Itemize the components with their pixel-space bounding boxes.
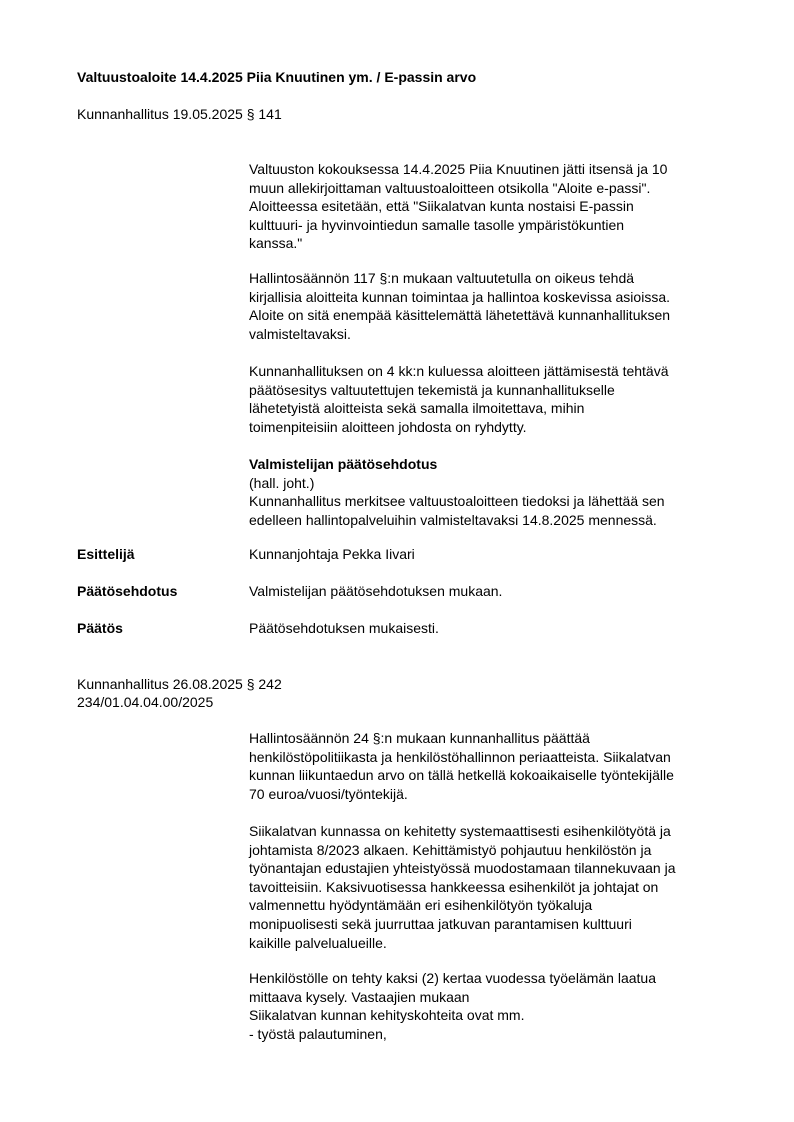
esittelija-value: Kunnanjohtaja Pekka Iivari — [249, 546, 415, 562]
text-line: kanssa." — [249, 235, 303, 252]
proposal-section — [249, 455, 744, 529]
meeting-header-2: Kunnanhallitus 26.08.2025 § 242 — [77, 676, 282, 692]
meeting1-para-3 — [249, 362, 744, 436]
text-line: valmisteltavaksi. — [249, 325, 351, 342]
text-line: kulttuuri- ja hyvinvointiedun samalle tasolle ympäristökuntien — [249, 216, 625, 233]
text-line: Siikalatvan kunnan kehityskohteita ovat mm. — [249, 1007, 525, 1024]
document-title: Valtuustoaloite 14.4.2025 Piia Knuutinen ym. / E-passin arvo — [77, 69, 477, 85]
text-line: valmennettu hyödyntämään eri esihenkilötyön työkaluja — [249, 897, 593, 914]
meeting2-para-2 — [249, 822, 744, 952]
text-line: Henkilöstölle on tehty kaksi (2) kertaa vuodessa työelämän laatua — [249, 970, 656, 986]
diary-number: 234/01.04.04.00/2025 — [77, 694, 214, 710]
text-line: (hall. joht.) — [249, 474, 315, 491]
text-line: mittaava kysely. Vastaajien mukaan — [249, 988, 470, 1005]
text-line: Hallintosäännön 117 §:n mukaan valtuutetulla on oikeus tehdä — [249, 270, 635, 286]
esittelija-label: Esittelijä — [77, 546, 135, 562]
text-line: lähetetyistä aloitteista sekä samalla ilmoitettava, mihin — [249, 400, 585, 417]
text-line: kunnan liikuntaedun arvo on tällä hetkellä kokoaikaiselle työntekijälle — [249, 767, 674, 784]
meeting2-para-1 — [249, 729, 744, 803]
text-line: Siikalatvan kunnassa on kehitetty systemaattisesti esihenkilötyötä ja — [249, 823, 671, 839]
proposal-heading: Valmistelijan päätösehdotus — [249, 456, 438, 472]
paatos-label: Päätös — [77, 620, 123, 636]
text-line: Kunnanhallituksen on 4 kk:n kuluessa aloitteen jättämisestä tehtävä — [249, 363, 669, 379]
text-line: tavoitteisiin. Kaksivuotisessa hankkeessa esihenkilöt ja johtajat on — [249, 878, 659, 895]
meeting1-para-2 — [249, 269, 744, 343]
text-line: päätösesitys valtuutettujen tekemistä ja kunnanhallitukselle — [249, 381, 615, 398]
paatosehdotus-label: Päätösehdotus — [77, 583, 178, 599]
text-line: kirjallisia aloitteita kunnan toimintaa ja hallintoa koskevissa asioissa. — [249, 288, 670, 305]
text-line: muun allekirjoittaman valtuustoaloitteen otsikolla "Aloite e-passi". — [249, 179, 651, 196]
text-line: kaikille palvelualueille. — [249, 934, 387, 951]
text-line: 70 euroa/vuosi/työntekijä. — [249, 785, 408, 802]
text-line: Hallintosäännön 24 §:n mukaan kunnanhallitus päättää — [249, 730, 590, 746]
text-line: Aloite on sitä enempää käsittelemättä lähetettävä kunnanhallituksen — [249, 307, 671, 324]
meeting1-para-1 — [249, 160, 744, 253]
text-line: johtamista 8/2023 alkaen. Kehittämistyö pohjautuu henkilöstön ja — [249, 841, 652, 858]
paatosehdotus-value: Valmistelijan päätösehdotuksen mukaan. — [249, 583, 503, 599]
text-line: - työstä palautuminen, — [249, 1025, 387, 1042]
text-line: Kunnanhallitus merkitsee valtuustoaloitteen tiedoksi ja lähettää sen — [249, 493, 665, 510]
paatos-value: Päätösehdotuksen mukaisesti. — [249, 620, 439, 636]
text-line: henkilöstöpolitiikasta ja henkilöstöhallinnon periaatteista. Siikalatvan — [249, 748, 671, 765]
text-line: monipuolisesti sekä juurruttaa jatkuvan parantamisen kulttuuri — [249, 915, 632, 932]
text-line: edelleen hallintopalveluihin valmisteltavaksi 14.8.2025 mennessä. — [249, 511, 657, 528]
text-line: Aloitteessa esitetään, että "Siikalatvan kunta nostaisi E-passin — [249, 198, 634, 215]
meeting-header-1: Kunnanhallitus 19.05.2025 § 141 — [77, 106, 282, 122]
text-line: työnantajan edustajien yhteistyössä muodostamaan tilannekuvaan ja — [249, 860, 676, 877]
meeting2-para-3 — [249, 969, 744, 1043]
text-line: Valtuuston kokouksessa 14.4.2025 Piia Knuutinen jätti itsensä ja 10 — [249, 161, 668, 177]
text-line: toimenpiteisiin aloitteen johdosta on ryhdytty. — [249, 418, 527, 435]
